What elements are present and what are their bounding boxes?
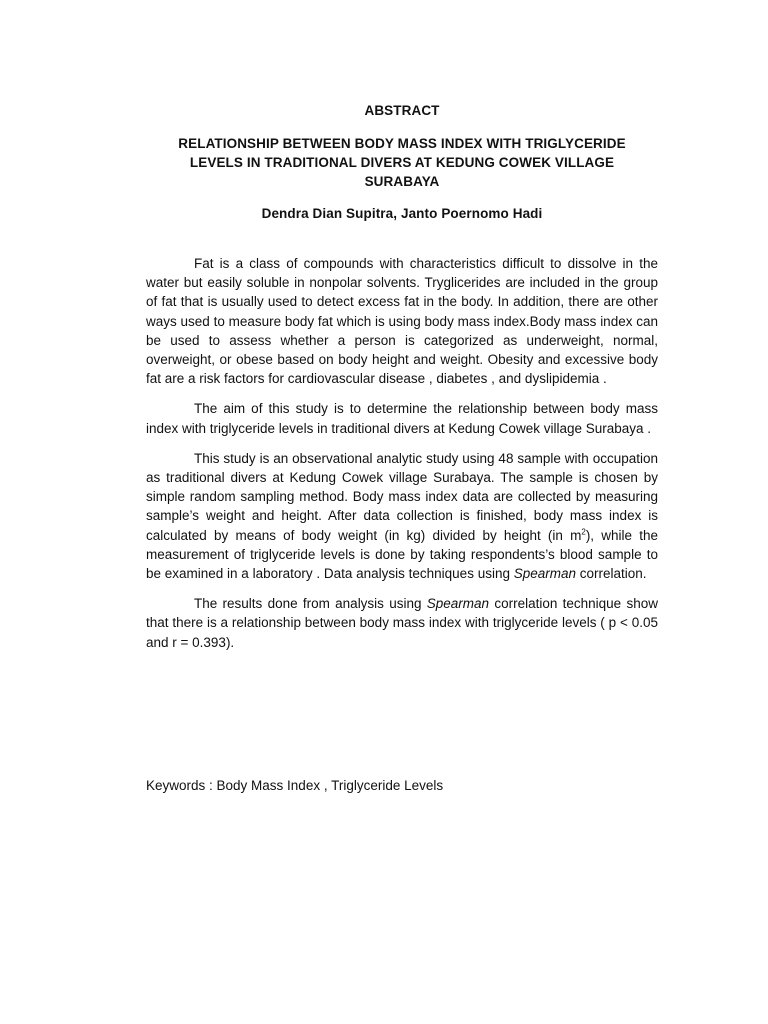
- authors: Dendra Dian Supitra, Janto Poernomo Hadi: [261, 206, 543, 221]
- paper-title-line-3: SURABAYA: [364, 174, 440, 189]
- method-text-part-3: correlation.: [576, 566, 647, 582]
- superscript-two: 2: [581, 527, 586, 537]
- method-italic-term: Spearman: [513, 566, 577, 582]
- paper-title-line-2: LEVELS IN TRADITIONAL DIVERS AT KEDUNG COWEK VILLAGE: [189, 155, 615, 170]
- paper-title-line-1: RELATIONSHIP BETWEEN BODY MASS INDEX WITH TRIGLYCERIDE: [178, 136, 626, 151]
- paragraph-method: [146, 449, 658, 583]
- results-text-part-1: The results done from analysis using: [194, 596, 427, 612]
- method-text-part-1: This study is an observational analytic study using 48 sample with occupation as traditional divers at Kedung Cowek village Surabaya. The sample is chosen by simple random sampling method. Body mass index data are collected by measuring sample’s weight and height. After data collection is finished, body mass index is calculated by means of body weight (in kg) divided by height (in m: [146, 450, 658, 543]
- results-text-part-2: correlation technique show that there is a relationship between body mass index with triglyceride levels ( p < 0.05 and r = 0.393).: [146, 596, 658, 650]
- paragraph-results: [146, 594, 658, 652]
- paragraph-background: Fat is a class of compounds with characteristics difficult to dissolve in the water but easily soluble in nonpolar solvents. Tryglicerides are included in the group of fat that is usually used to detect excess fat in the body. In addition, there are other ways used to measure body fat which is using body mass index.Body mass index can be used to assess whether a person is categorized as underweight, normal, overweight, or obese based on body height and weight. Obesity and excessive body fat are a risk factors for cardiovascular disease , diabetes , and dyslipidemia .: [146, 256, 658, 387]
- paper-title: [146, 134, 658, 191]
- keywords: Keywords : Body Mass Index , Triglyceride Levels: [146, 778, 444, 793]
- abstract-heading: ABSTRACT: [364, 103, 440, 118]
- paragraph-aim: The aim of this study is to determine the relationship between body mass index with triglyceride levels in traditional divers at Kedung Cowek village Surabaya .: [146, 401, 658, 436]
- results-italic-term: Spearman: [426, 596, 490, 612]
- method-text-part-2: ), while the measurement of triglyceride levels is done by taking respondents’s blood sample to be examined in a laboratory . Data analysis techniques using: [146, 527, 658, 582]
- abstract-body: [146, 254, 658, 652]
